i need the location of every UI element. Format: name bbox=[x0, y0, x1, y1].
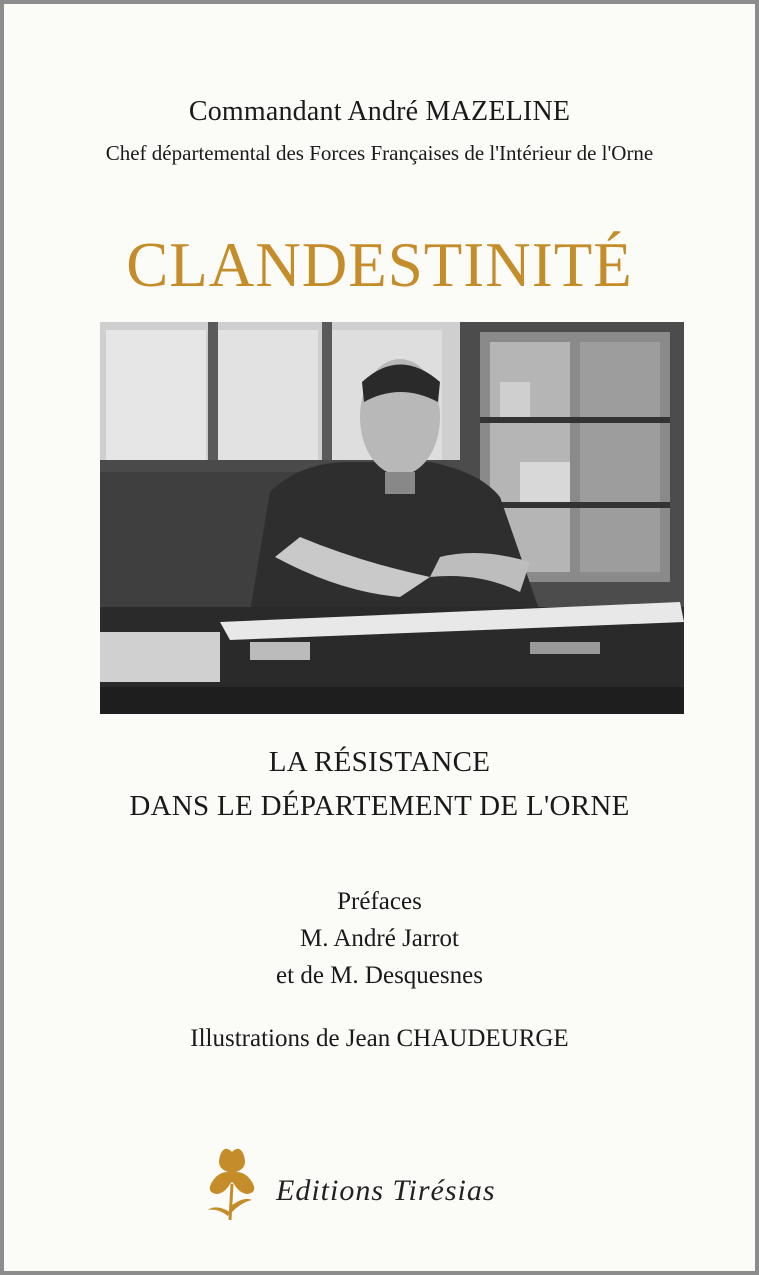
author-role: Chef départemental des Forces Françaises de l'Intérieur de l'Orne bbox=[105, 141, 654, 165]
preface-author-1: M. André Jarrot bbox=[300, 925, 459, 952]
author-name: Commandant André MAZELINE bbox=[188, 96, 571, 127]
illustrations-credit: Illustrations de Jean CHAUDEURGE bbox=[190, 1025, 569, 1052]
subtitle-line-1: LA RÉSISTANCE bbox=[268, 746, 491, 778]
book-title: CLANDESTINITÉ bbox=[126, 230, 633, 300]
cover-photo bbox=[100, 322, 684, 714]
iris-flower-icon bbox=[194, 1142, 274, 1222]
subtitle-line-2: DANS LE DÉPARTEMENT DE L'ORNE bbox=[129, 790, 630, 822]
preface-author-2: et de M. Desquesnes bbox=[276, 962, 483, 989]
publisher-name: Editions Tirésias bbox=[276, 1174, 496, 1207]
prefaces-label: Préfaces bbox=[337, 888, 422, 915]
